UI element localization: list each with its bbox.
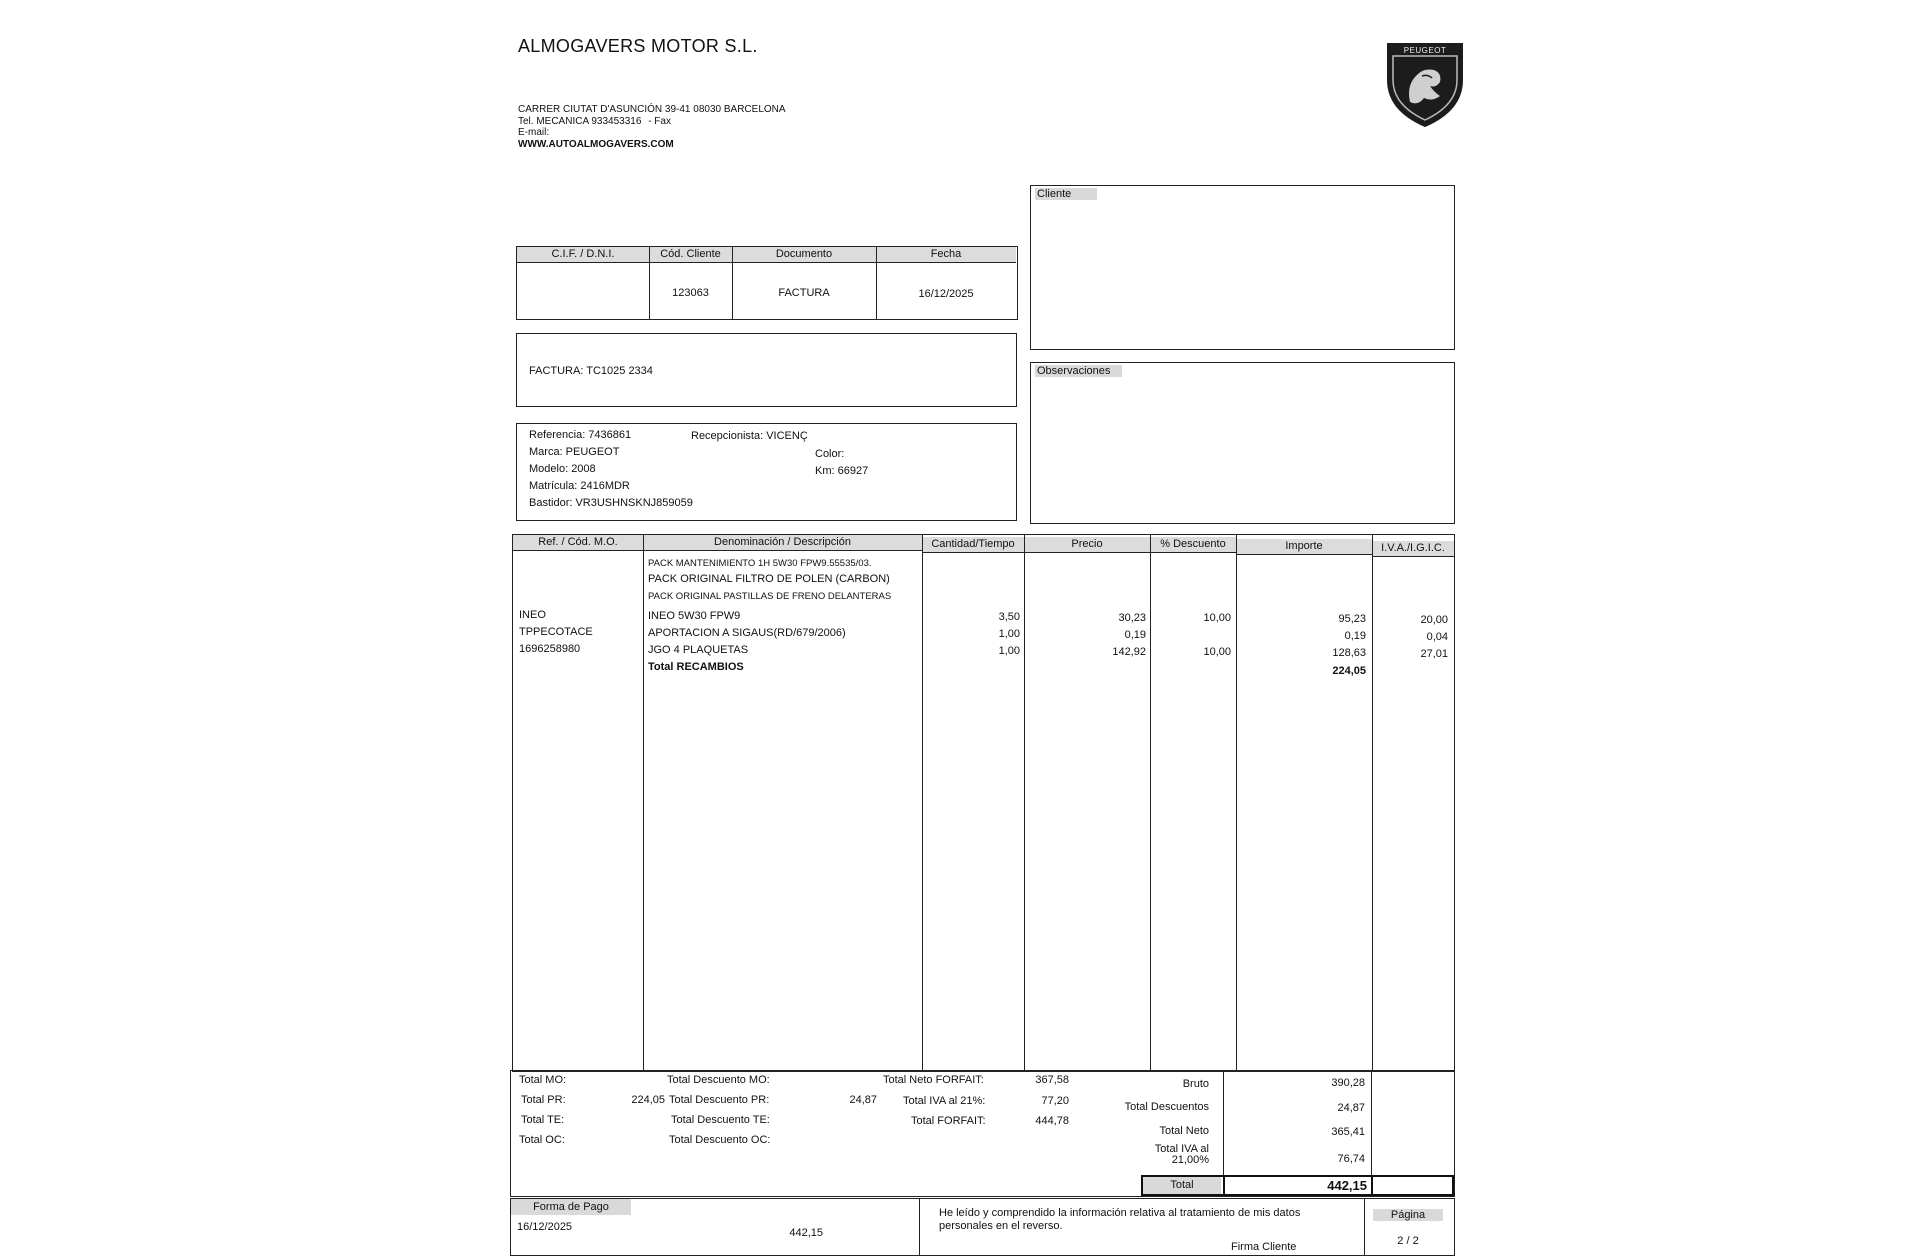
info-value-documento: FACTURA (778, 287, 830, 299)
row3-disc: 10,00 (1203, 646, 1231, 658)
row3-qty: 1,00 (998, 645, 1020, 657)
bruto-label: Bruto (1182, 1078, 1209, 1090)
row2-price: 0,19 (1124, 629, 1146, 641)
vehicle-km: Km: 66927 (815, 465, 869, 477)
row3-price: 142,92 (1112, 646, 1146, 658)
footer-section (510, 1198, 1455, 1256)
total-label: Total (1143, 1177, 1221, 1194)
privacy-notice-2: personales en el reverso. (939, 1220, 1063, 1232)
info-table (516, 246, 1018, 320)
info-header-fecha: Fecha (876, 247, 1016, 263)
total-pr-label: Total PR: (521, 1094, 566, 1106)
observaciones-box (1030, 362, 1455, 524)
vehicle-bastidor: Bastidor: VR3USHNSKNJ859059 (529, 497, 693, 509)
pago-amount: 442,15 (789, 1227, 823, 1239)
info-value-fecha: 16/12/2025 (918, 288, 974, 300)
row2-desc: APORTACION A SIGAUS(RD/679/2006) (648, 627, 846, 639)
row1-amount: 95,23 (1338, 613, 1366, 625)
info-value-cod-cliente: 123063 (672, 287, 709, 299)
vehicle-modelo: Modelo: 2008 (529, 463, 596, 475)
row1-desc: INEO 5W30 FPW9 (648, 610, 741, 622)
desc-line-3: PACK ORIGINAL PASTILLAS DE FRENO DELANTERAS (648, 591, 892, 602)
firma-cliente-label: Firma Cliente (1231, 1241, 1297, 1253)
descuentos-label: Total Descuentos (1124, 1101, 1209, 1113)
brand-logo (1384, 40, 1466, 130)
items-header-amount: Importe (1236, 539, 1372, 555)
items-header-ref: Ref. / Cód. M.O. (513, 535, 643, 551)
desc-pr-label: Total Descuento PR: (669, 1094, 770, 1106)
total-te-label: Total TE: (521, 1114, 565, 1126)
pago-date: 16/12/2025 (517, 1221, 573, 1233)
neto-value: 365,41 (1331, 1126, 1365, 1138)
iva21-label: Total IVA al 21%: (903, 1095, 986, 1107)
row3-desc: JGO 4 PLAQUETAS (648, 644, 749, 656)
row1-price: 30,23 (1118, 612, 1146, 624)
factura-box (516, 333, 1017, 407)
desc-te-label: Total Descuento TE: (671, 1114, 770, 1126)
pagina-label: Página (1373, 1209, 1443, 1221)
row2-ref: TPPECOTACE (519, 626, 593, 638)
iva21-value: 77,20 (1041, 1095, 1069, 1107)
row1-ref: INEO (519, 609, 546, 621)
desc-mo-label: Total Descuento MO: (667, 1074, 770, 1086)
desc-oc-label: Total Descuento OC: (669, 1134, 771, 1146)
row1-iva: 20,00 (1420, 614, 1448, 626)
items-header-qty: Cantidad/Tiempo (922, 537, 1024, 553)
company-web: WWW.AUTOALMOGAVERS.COM (518, 139, 674, 150)
cliente-box (1030, 185, 1455, 350)
company-fax: - Fax (648, 116, 671, 127)
row3-iva: 27,01 (1420, 648, 1448, 660)
row1-qty: 3,50 (998, 611, 1020, 623)
brand-logo-text: PEUGEOT (1403, 46, 1447, 55)
vehicle-marca: Marca: PEUGEOT (529, 446, 620, 458)
items-table (512, 534, 1455, 1072)
row3-ref: 1696258980 (519, 643, 581, 655)
privacy-notice-1: He leído y comprendido la información relativa al tratamiento de mis datos (939, 1207, 1301, 1219)
neto-forfait-value: 367,58 (1035, 1074, 1069, 1086)
total-recambios-value: 224,05 (1332, 665, 1366, 677)
total-mo-label: Total MO: (519, 1074, 567, 1086)
row2-iva: 0,04 (1426, 631, 1448, 643)
items-header-desc: Denominación / Descripción (643, 535, 922, 551)
vehicle-recepcionista: Recepcionista: VICENÇ (691, 430, 808, 442)
observaciones-label: Observaciones (1035, 365, 1122, 377)
total-pr-value: 224,05 (631, 1094, 665, 1106)
total-value: 442,15 (1327, 1178, 1367, 1193)
company-email: E-mail: (518, 127, 550, 138)
iva-label-1: Total IVA al (1154, 1143, 1209, 1155)
total-recambios-label: Total RECAMBIOS (648, 661, 744, 673)
neto-forfait-label: Total Neto FORFAIT: (883, 1074, 984, 1086)
items-header-disc: % Descuento (1150, 537, 1236, 553)
iva-label-2: 21,00% (1171, 1154, 1209, 1166)
desc-line-1: PACK MANTENIMIENTO 1H 5W30 FPW9.55535/03. (648, 558, 872, 569)
desc-line-2: PACK ORIGINAL FILTRO DE POLEN (CARBON) (648, 573, 890, 585)
totals-section (510, 1070, 1455, 1197)
vehicle-box (516, 423, 1017, 521)
row1-disc: 10,00 (1203, 612, 1231, 624)
forma-pago-label: Forma de Pago (511, 1199, 631, 1215)
info-header-cif: C.I.F. / D.N.I. (517, 247, 649, 263)
info-header-documento: Documento (732, 247, 876, 263)
company-phone-text: Tel. MECANICA 933453316 (518, 116, 642, 127)
factura-reference: FACTURA: TC1025 2334 (529, 365, 653, 377)
items-header-price: Precio (1024, 537, 1150, 553)
neto-label: Total Neto (1159, 1125, 1209, 1137)
forfait-label: Total FORFAIT: (911, 1115, 986, 1127)
bruto-value: 390,28 (1331, 1077, 1365, 1089)
total-row (1141, 1175, 1454, 1196)
total-oc-label: Total OC: (519, 1134, 565, 1146)
row2-amount: 0,19 (1344, 630, 1366, 642)
vehicle-color: Color: (815, 448, 845, 460)
company-address: CARRER CIUTAT D'ASUNCIÓN 39-41 08030 BARCELONA (518, 104, 786, 115)
vehicle-referencia: Referencia: 7436861 (529, 429, 632, 441)
items-header-iva: I.V.A./I.G.I.C. (1372, 541, 1454, 557)
iva-value: 76,74 (1337, 1153, 1365, 1165)
pagina-value: 2 / 2 (1397, 1235, 1419, 1247)
company-phone (518, 116, 671, 127)
row3-amount: 128,63 (1332, 647, 1366, 659)
vehicle-matricula: Matrícula: 2416MDR (529, 480, 630, 492)
row2-qty: 1,00 (998, 628, 1020, 640)
cliente-label: Cliente (1035, 188, 1097, 200)
forfait-value: 444,78 (1035, 1115, 1069, 1127)
info-header-cod-cliente: Cód. Cliente (649, 247, 732, 263)
company-name: ALMOGAVERS MOTOR S.L. (518, 36, 758, 56)
descuentos-value: 24,87 (1337, 1102, 1365, 1114)
desc-pr-value: 24,87 (849, 1094, 877, 1106)
